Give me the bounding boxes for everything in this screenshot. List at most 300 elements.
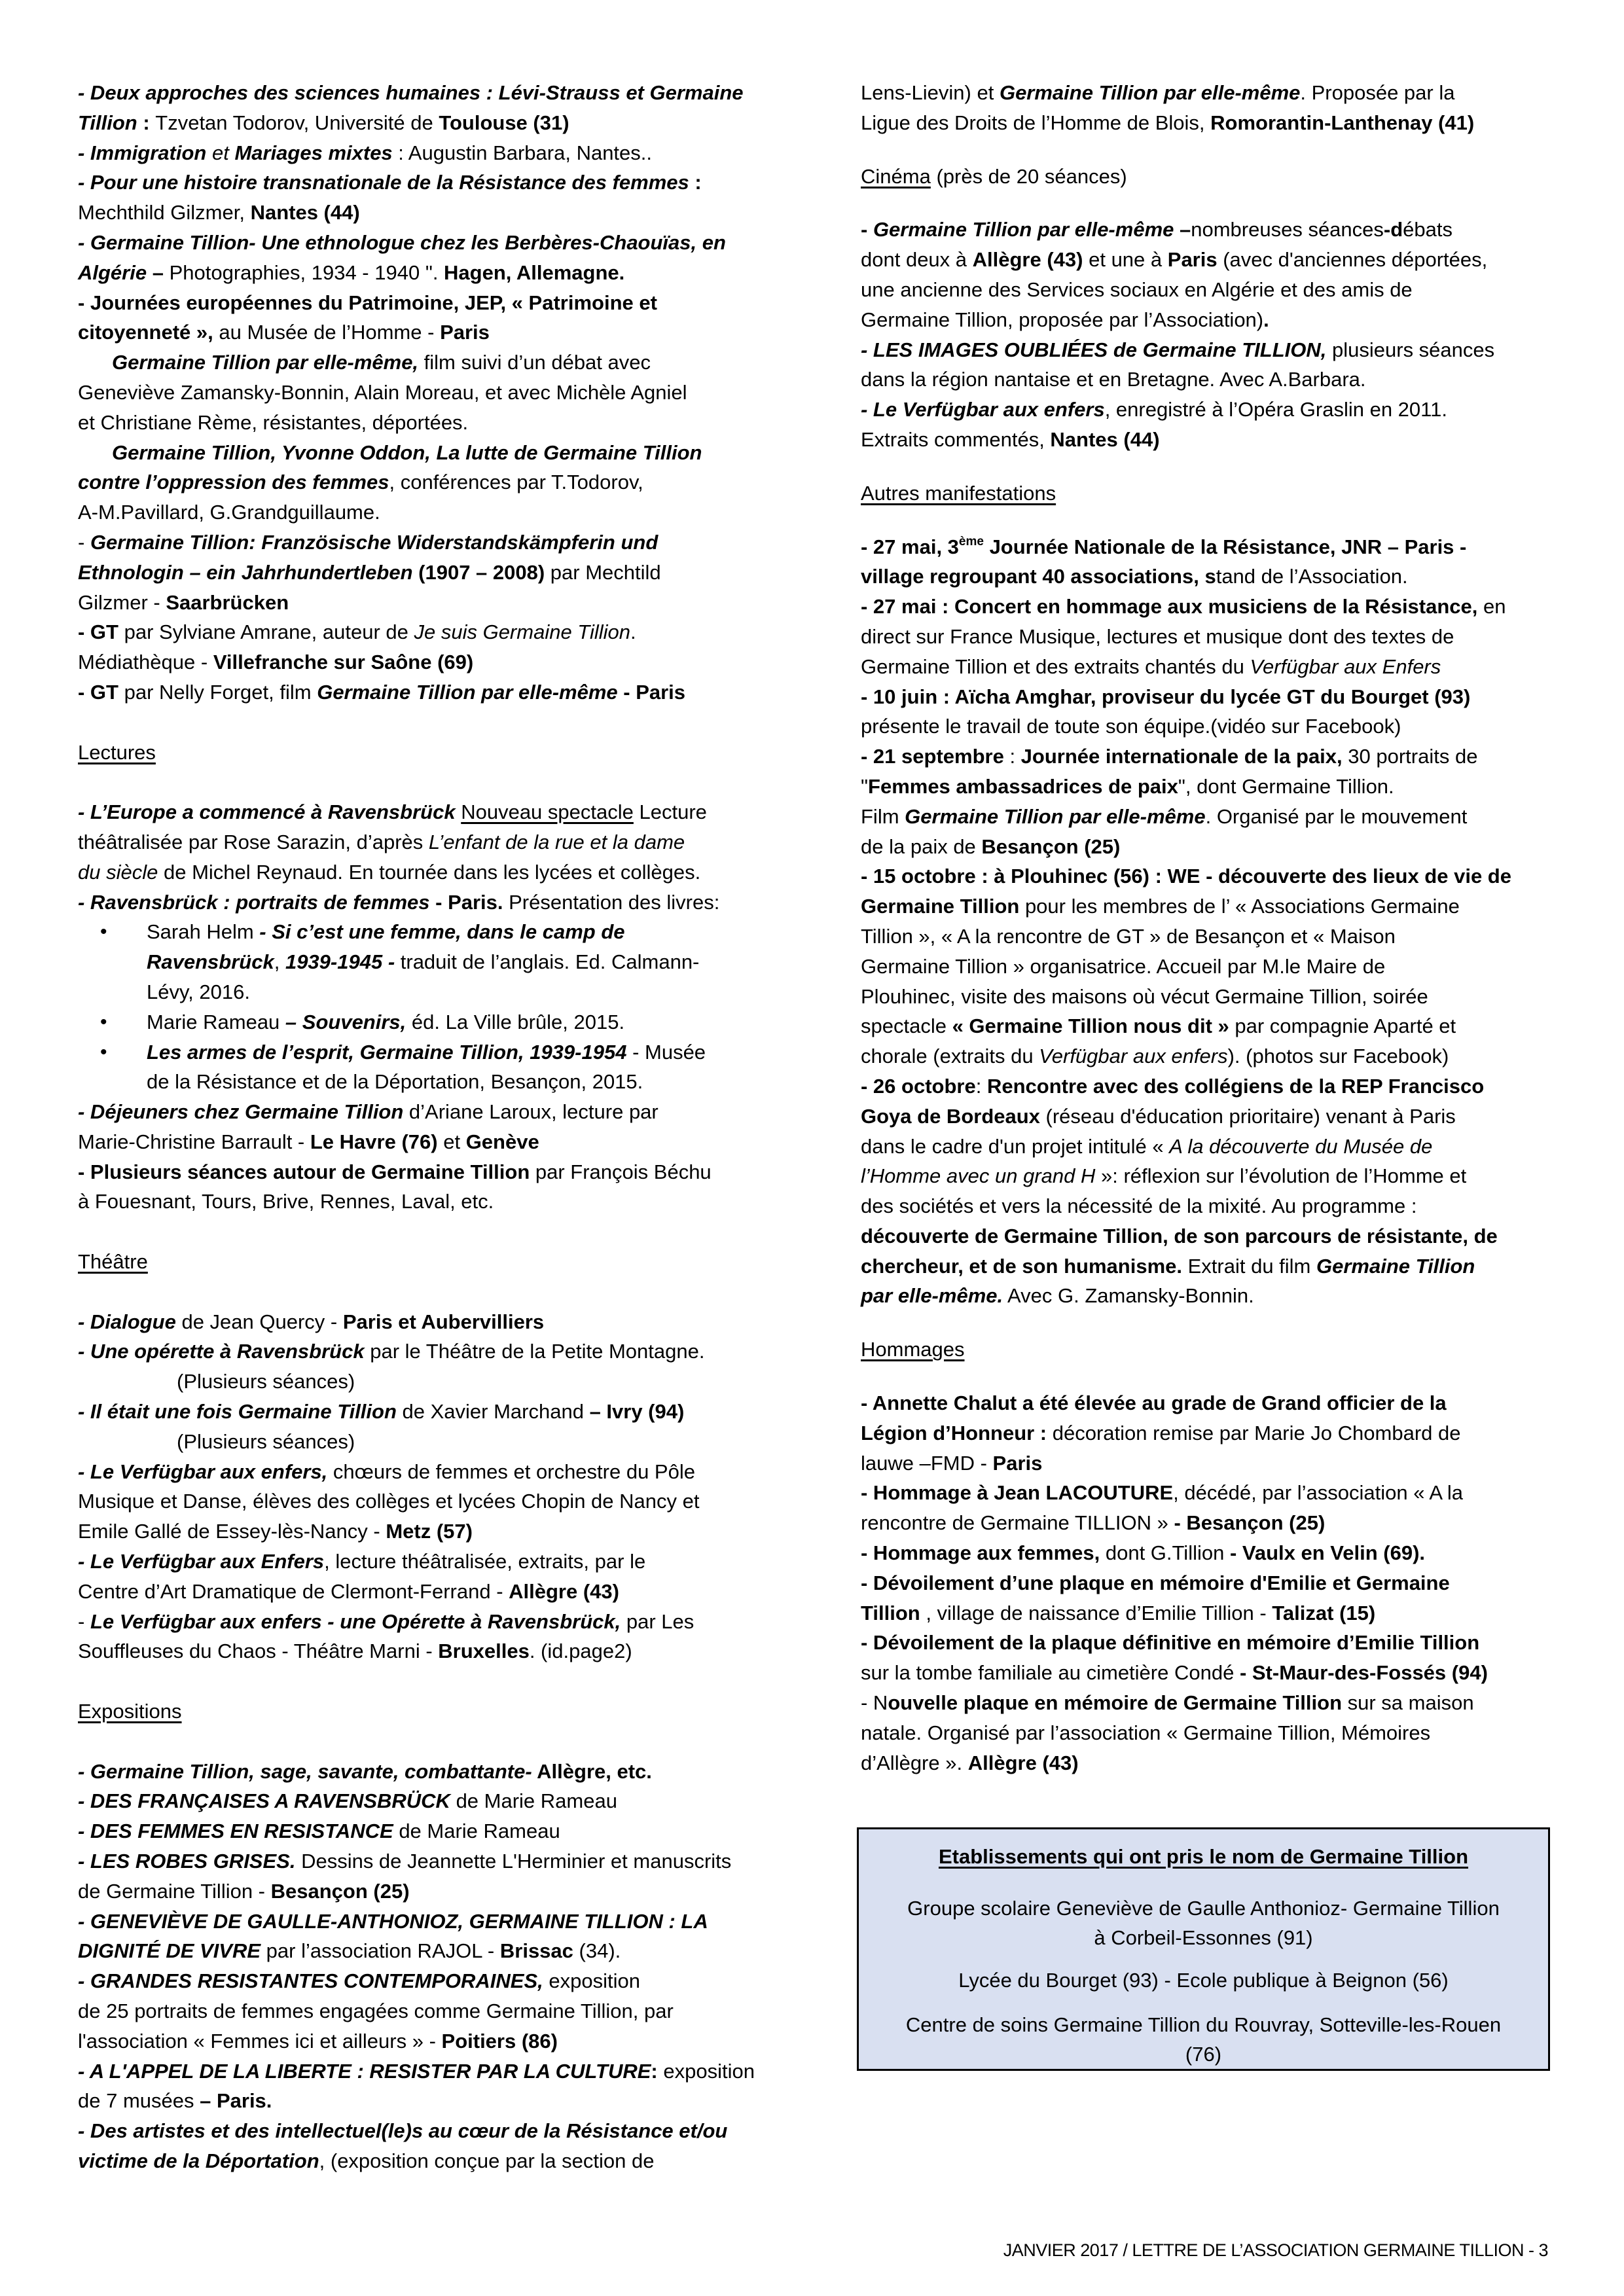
text-line [78, 1367, 765, 1397]
text-line [861, 1418, 1551, 1448]
text-run: par Sylviane Amrane, auteur de [118, 620, 414, 644]
text-line [861, 395, 1551, 425]
text-line [861, 162, 1551, 192]
text-line [861, 891, 1551, 922]
text-line [861, 952, 1551, 982]
line-content [861, 215, 1453, 245]
text-line [78, 1876, 765, 1907]
line-content [78, 317, 490, 348]
bullet-item [78, 1037, 765, 1067]
line-content [78, 857, 700, 888]
text-run: - Le Verfügbar aux enfers [861, 398, 1105, 422]
text-line [861, 682, 1551, 712]
text-run: - Si c’est une femme, dans le camp de [259, 920, 625, 944]
text-line [861, 1628, 1551, 1658]
text-run: - Besançon (25) [1174, 1511, 1326, 1535]
text-run: - GRANDES RESISTANTES CONTEMPORAINES, [78, 1969, 543, 1993]
text-run: DIGNITÉ DE VIVRE [78, 1939, 261, 1963]
text-line [861, 1011, 1551, 1041]
line-content [861, 1628, 1479, 1658]
text-run: Metz (57) [386, 1520, 473, 1543]
text-run: - Déjeuners chez Germaine Tillion [78, 1100, 404, 1124]
text-run: Genève [465, 1130, 539, 1153]
text-run: ème [958, 534, 984, 548]
line-content [78, 1457, 695, 1487]
line-content [861, 952, 1385, 982]
establishment-item: à Corbeil-Essonnes (91) [1094, 1926, 1313, 1949]
bullet-icon: • [100, 1011, 107, 1033]
text-line [78, 1636, 765, 1666]
line-content [861, 1448, 1042, 1479]
text-run: - Germaine Tillion- Une ethnologue chez les Berbères-Chaouïas, en [78, 230, 726, 254]
text-run: Médiathèque - [78, 651, 213, 674]
text-line [78, 2086, 765, 2116]
text-run: Rencontre avec des collégiens de la REP Francisco [986, 1074, 1485, 1098]
text-run: (réseau d'éducation prioritaire) venant à Paris [1039, 1104, 1456, 1128]
text-run: Tillion [861, 1601, 920, 1624]
blank-line [861, 138, 1551, 162]
text-run: Journée Nationale de la Résistance, JNR – Paris - [983, 535, 1467, 558]
text-run: Mechthild Gilzmer, [78, 201, 251, 224]
text-run: Dessins de Jeannette L'Herminier et manuscrits [295, 1850, 732, 1873]
line-content [78, 1336, 704, 1367]
text-run: chercheur, et de son humanisme. [861, 1254, 1182, 1278]
text-run: - Journées européennes du Patrimoine, JEP, « Patrimoine et [78, 291, 657, 314]
line-content [861, 78, 1454, 108]
text-run: - Le Verfügbar aux enfers, [78, 1460, 328, 1483]
text-run: Extraits commentés, [861, 427, 1051, 451]
text-run: - N [861, 1691, 888, 1715]
text-run: ouvelle plaque en mémoire de Germaine Tillion [888, 1691, 1343, 1715]
text-run: Besançon (25) [270, 1879, 410, 1903]
text-run: par compagnie Aparté et [1229, 1014, 1456, 1038]
text-run: - Vaulx en Velin (69). [1229, 1541, 1426, 1565]
text-run: Emile Gallé de Essey-lès-Nancy - [78, 1520, 386, 1543]
text-run: ébats [1403, 218, 1453, 242]
text-run: une ancienne des Services sociaux en Algérie et des amis de [861, 278, 1413, 301]
line-content [861, 305, 1269, 335]
text-run: A-M.Pavillard, G.Grandguillaume. [78, 501, 380, 524]
text-line [78, 1966, 765, 1996]
text-run: Nantes (44) [250, 201, 360, 224]
text-line [78, 528, 765, 558]
line-content [861, 1281, 1254, 1311]
text-run: , enregistré à l’Opéra Graslin en 2011. [1104, 398, 1447, 422]
text-line [78, 1486, 765, 1516]
text-run: plusieurs séances [1326, 338, 1495, 361]
text-run: - DES FEMMES EN RESISTANCE [78, 1820, 393, 1843]
line-content [861, 832, 1120, 862]
text-line [861, 1335, 1551, 1365]
text-run: : [1003, 745, 1021, 768]
line-content [861, 1011, 1456, 1041]
text-line [861, 1102, 1551, 1132]
text-line [78, 1427, 765, 1457]
text-run: dont deux à [861, 248, 973, 272]
text-run: exposition [657, 2059, 755, 2083]
blank-line [861, 455, 1551, 478]
text-run: Musique et Danse, élèves des collèges et lycées Chopin de Nancy et [78, 1490, 700, 1513]
text-run: - Paris. [429, 890, 503, 914]
text-run: Saarbrücken [166, 590, 289, 614]
line-content [147, 1007, 624, 1037]
text-run: Germaine Tillion [861, 895, 1020, 918]
text-run: Je suis Germaine Tillion [414, 620, 630, 644]
text-line [861, 772, 1551, 802]
line-content [147, 1067, 643, 1097]
text-line [78, 2116, 765, 2146]
line-content [78, 1936, 621, 1966]
text-run: découverte de Germaine Tillion, de son parcours de résistante, de [861, 1224, 1498, 1247]
text-run: Sarah Helm [147, 920, 260, 944]
text-line [861, 305, 1551, 335]
text-line [78, 1336, 765, 1367]
line-content [861, 1161, 1466, 1191]
text-line [78, 108, 765, 138]
text-run: nombreuses séances [1191, 218, 1384, 242]
text-run: Mariages mixtes [234, 141, 393, 164]
text-run: - GENEVIÈVE DE GAULLE-ANTHONIOZ, GERMAINE TILLION : LA [78, 1909, 708, 1933]
line-content [177, 1367, 355, 1397]
line-content [78, 108, 569, 138]
text-run: . [630, 620, 636, 644]
text-run: Germaine Tillion » organisatrice. Accueil par M.le Maire de [861, 954, 1386, 978]
line-content [861, 622, 1454, 652]
line-content [78, 1816, 560, 1846]
text-run: - 26 octobre [861, 1074, 976, 1098]
line-content [78, 1757, 652, 1787]
text-run: Germaine Tillion: Französische Widerstandskämpferin und [90, 530, 659, 554]
line-content [861, 1335, 965, 1365]
text-run: victime de la Déportation [78, 2149, 319, 2172]
line-content [147, 977, 250, 1007]
text-run: - Immigration [78, 141, 207, 164]
text-line [78, 1307, 765, 1337]
text-run: Germaine Tillion par elle-même [999, 81, 1301, 104]
line-content [861, 1388, 1447, 1418]
line-content [78, 588, 289, 618]
text-run: Germaine Tillion par elle-même, [112, 351, 419, 374]
text-run: Germaine Tillion par elle-même [873, 218, 1174, 242]
right-column [861, 78, 1551, 1778]
line-content [861, 682, 1470, 712]
text-run: Journée internationale de la paix, [1020, 745, 1343, 768]
text-run: Besançon (25) [981, 834, 1121, 858]
text-run: Germaine Tillion [1316, 1254, 1475, 1278]
line-content [861, 478, 1056, 509]
text-run: -d [1383, 218, 1403, 242]
line-content [861, 592, 1506, 622]
text-line [78, 617, 765, 647]
text-run: (Plusieurs séances) [177, 1370, 355, 1393]
text-run: Romorantin-Lanthenay (41) [1210, 111, 1475, 134]
text-line [78, 2026, 765, 2056]
text-run: de 7 musées [78, 2089, 200, 2113]
text-run: Poitiers (86) [441, 2029, 558, 2053]
text-line [78, 1757, 765, 1787]
line-content [78, 528, 658, 558]
text-line [78, 1127, 765, 1157]
text-run: - DES FRANÇAISES A RAVENSBRÜCK [78, 1789, 450, 1813]
text-line [78, 588, 765, 618]
text-run: - Le Verfügbar aux Enfers [78, 1550, 325, 1573]
text-run: spectacle [861, 1014, 952, 1038]
text-run: contre l’oppression des femmes [78, 471, 389, 494]
line-content [78, 1486, 699, 1516]
text-line [861, 1538, 1551, 1568]
text-run: Tillion », « A la rencontre de GT » de Besançon et « Maison [861, 924, 1396, 948]
text-line [861, 1041, 1551, 1071]
line-content [78, 1607, 694, 1637]
line-content [861, 1132, 1432, 1162]
line-content [861, 1718, 1430, 1748]
text-run: théâtralisée par Rose Sarazin, d’après [78, 830, 429, 853]
text-run: , conférences par T.Todorov, [389, 471, 643, 494]
text-run: , décédé, par l’association « A la [1173, 1481, 1464, 1505]
text-run: Photographies, 1934 - 1940 ". [169, 260, 444, 284]
text-line [861, 335, 1551, 365]
text-run: - Dialogue [78, 1310, 176, 1333]
text-line [861, 1281, 1551, 1311]
blank-line [78, 708, 765, 738]
text-run: - Plusieurs séances autour de Germaine Tillion [78, 1160, 530, 1183]
line-content [78, 378, 687, 408]
line-content [112, 348, 651, 378]
line-content [861, 711, 1401, 742]
text-line [861, 275, 1551, 305]
text-line [861, 1191, 1551, 1221]
text-run: d’Ariane Laroux, lecture par [403, 1100, 659, 1124]
blank-line [78, 1727, 765, 1757]
text-run: et [206, 141, 235, 164]
line-content [78, 2056, 755, 2087]
line-content [861, 742, 1477, 772]
text-run: natale. Organisé par l’association « Germaine Tillion, Mémoires [861, 1721, 1431, 1744]
line-content [78, 228, 726, 258]
line-content [78, 1907, 708, 1937]
text-run: : Augustin Barbara, Nantes.. [392, 141, 653, 164]
text-line [78, 1786, 765, 1816]
line-content [147, 917, 625, 947]
text-run: éd. La Ville brûle, 2015. [406, 1010, 625, 1033]
text-run [456, 800, 461, 823]
text-run: Avec G. Zamansky-Bonnin. [1003, 1284, 1254, 1308]
line-content [861, 652, 1441, 682]
line-content [861, 275, 1413, 305]
text-line [78, 647, 765, 677]
text-run: Verfügbar aux enfers [1039, 1045, 1228, 1068]
text-line [78, 1577, 765, 1607]
text-run: au Musée de l’Homme - [213, 321, 441, 344]
text-run: ). (photos sur Facebook) [1227, 1045, 1449, 1068]
text-line [861, 1598, 1551, 1628]
text-run: A la découverte du Musée de [1169, 1134, 1433, 1158]
text-line [861, 1161, 1551, 1191]
text-line [78, 1547, 765, 1577]
establishments-box [857, 1827, 1550, 2071]
text-run: Brissac [499, 1939, 573, 1963]
line-content [861, 772, 1394, 802]
line-content [78, 467, 643, 497]
text-run: dans la région nantaise et en Bretagne. Avec A.Barbara. [861, 368, 1366, 391]
text-run: dans le cadre d'un projet intitulé « [861, 1134, 1170, 1158]
text-line [78, 438, 765, 468]
text-run: - A L'APPEL DE LA LIBERTE : RESISTER PAR LA CULTURE [78, 2059, 651, 2083]
text-line [861, 1748, 1551, 1778]
text-line [78, 827, 765, 857]
section-heading: Hommages [861, 1338, 965, 1361]
text-run: Geneviève Zamansky-Bonnin, Alain Moreau, et avec Michèle Agniel [78, 380, 687, 404]
text-run: exposition [543, 1969, 640, 1993]
text-line [861, 562, 1551, 592]
text-line [78, 1067, 765, 1097]
text-run: Allègre (43) [509, 1579, 619, 1603]
text-line [861, 1718, 1551, 1748]
text-run: rencontre de Germaine TILLION » [861, 1511, 1174, 1535]
text-line [861, 425, 1551, 455]
line-content [861, 891, 1460, 922]
line-content [78, 198, 360, 228]
text-line [861, 1221, 1551, 1251]
text-run: Marie Rameau [147, 1010, 285, 1033]
text-run: Algérie [78, 260, 147, 284]
text-line [861, 1132, 1551, 1162]
text-run: Paris [440, 321, 490, 344]
text-run: , [274, 950, 285, 974]
text-run: . Proposée par la [1300, 81, 1455, 104]
blank-line [861, 1311, 1551, 1335]
text-run: et une à [1083, 248, 1168, 272]
text-run: de Xavier Marchand [396, 1400, 590, 1424]
line-content [78, 738, 156, 768]
text-run: , (exposition conçue par la section de [319, 2149, 655, 2172]
text-run: l'association « Femmes ici et ailleurs » - [78, 2029, 442, 2053]
text-run: par le Théâtre de la Petite Montagne. [364, 1340, 705, 1363]
text-line [861, 1071, 1551, 1102]
text-run: Villefranche sur Saône (69) [213, 651, 474, 674]
line-content [147, 1037, 706, 1067]
text-line [78, 1397, 765, 1427]
text-run: - 27 mai, 3 [861, 535, 959, 558]
text-run: Allègre (43) [972, 248, 1083, 272]
line-content [78, 1846, 731, 1876]
text-line [861, 1658, 1551, 1688]
line-content [78, 677, 685, 708]
text-run: - Deux approches des sciences humaines : Lévi-Strauss et Germaine [78, 81, 744, 104]
page-footer: JANVIER 2017 / LETTRE DE L’ASSOCIATION GERMAINE TILLION - 3 [1003, 2240, 1548, 2260]
line-content [861, 1191, 1416, 1221]
text-line [861, 215, 1551, 245]
line-content [78, 2146, 654, 2176]
line-content [78, 1577, 619, 1607]
text-line [861, 1568, 1551, 1598]
line-content [861, 1251, 1475, 1282]
text-run: pour les membres de l’ « Associations Germaine [1019, 895, 1460, 918]
text-run: Légion d’Honneur : [861, 1421, 1047, 1444]
text-run: - 15 octobre : à Plouhinec (56) : WE - découverte des lieux de vie de [861, 865, 1511, 888]
text-run: de Marie Rameau [450, 1789, 617, 1813]
text-run: Tzvetan Todorov, Université de [155, 111, 439, 134]
bullet-item [78, 917, 765, 947]
line-content [861, 245, 1487, 275]
text-run: - [78, 1609, 90, 1633]
line-content [78, 408, 468, 438]
text-run: Les armes de l’esprit, Germaine Tillion, 1939-1954 [147, 1040, 627, 1064]
text-line [78, 677, 765, 708]
text-run: - [861, 218, 873, 242]
text-line [78, 947, 765, 977]
line-content [177, 1427, 355, 1457]
text-run: présente le travail de toute son équipe.(vidéo sur Facebook) [861, 715, 1401, 738]
blank-line [78, 1277, 765, 1307]
text-run: de 25 portraits de femmes engagées comme Germaine Tillion, par [78, 2000, 674, 2022]
line-content [861, 532, 1466, 562]
text-run: du siècle [78, 860, 158, 884]
text-run: : [651, 2059, 658, 2083]
text-run: Bruxelles [438, 1640, 530, 1663]
text-run: - Pour une histoire transnationale de la Résistance des femmes [78, 171, 689, 194]
line-content [861, 1658, 1488, 1688]
text-run: Nantes (44) [1050, 427, 1160, 451]
text-line [861, 622, 1551, 652]
section-heading: Nouveau spectacle [461, 800, 634, 824]
text-run: – Paris. [200, 2089, 272, 2113]
line-content [78, 1786, 617, 1816]
line-content [78, 1966, 640, 1996]
text-line [861, 922, 1551, 952]
text-line [861, 108, 1551, 138]
text-run: Présentation des livres: [503, 890, 720, 914]
line-content [861, 922, 1396, 952]
text-run: Film [861, 804, 905, 828]
text-run: Talizat (15) [1272, 1601, 1376, 1624]
text-run: par Nelly Forget, film [118, 680, 317, 704]
text-line [861, 832, 1551, 862]
text-line [861, 1388, 1551, 1418]
text-line [861, 802, 1551, 832]
line-content [861, 335, 1494, 365]
text-run: « Germaine Tillion nous dit » [952, 1014, 1229, 1038]
section-heading: Cinéma [861, 164, 931, 188]
line-content [78, 168, 702, 198]
text-run: Ligue des Droits de l’Homme de Blois, [861, 111, 1211, 134]
text-run: - Hommage aux femmes, [861, 1541, 1100, 1565]
text-run: d’Allègre ». [861, 1751, 968, 1774]
text-line [78, 497, 765, 528]
text-run: - Dévoilement de la plaque définitive en mémoire d’Emilie Tillion [861, 1631, 1480, 1655]
text-run: par l’association RAJOL - [261, 1939, 500, 1963]
text-run: par Mechtild [545, 560, 661, 584]
line-content [861, 802, 1467, 832]
text-run: traduit de l’anglais. Ed. Calmann- [395, 950, 700, 974]
line-content [861, 1568, 1450, 1598]
text-run: ", dont Germaine Tillion. [1178, 774, 1394, 798]
line-content [78, 1996, 674, 2026]
text-run: Germaine Tillion par elle-même [317, 680, 618, 704]
text-run: l’Homme avec un grand H [861, 1164, 1096, 1188]
line-content [861, 365, 1366, 395]
text-run: de Marie Rameau [393, 1820, 560, 1843]
text-run: : [689, 171, 702, 194]
line-content [78, 1516, 473, 1547]
establishment-item: Centre de soins Germaine Tillion du Rouvray, Sotteville-les-Rouen [905, 2013, 1502, 2036]
text-line [78, 1187, 765, 1217]
text-run: - 10 juin : Aïcha Amghar, proviseur du lycée GT du Bourget (93) [861, 685, 1471, 708]
text-line [861, 478, 1551, 509]
line-content [861, 1598, 1375, 1628]
line-content [78, 1127, 539, 1157]
text-line [861, 78, 1551, 108]
